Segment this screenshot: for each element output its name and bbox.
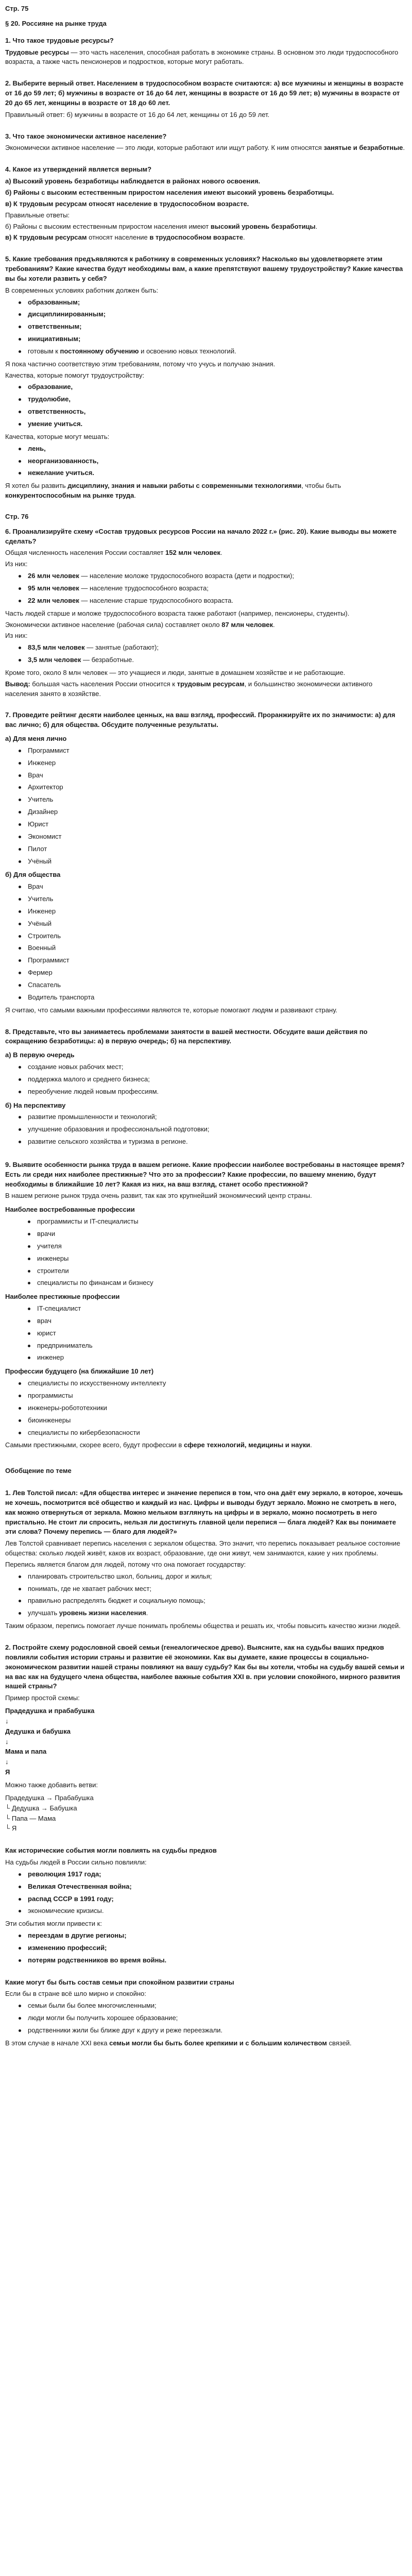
question-6: 6. Проанализируйте схему «Состав трудовых ресурсов России на начало 2022 г.» (рис. 20). Какие выводы вы можете сделать? [5,527,397,545]
answer-2: Правильный ответ: б) мужчины в возрасте от 16 до 64 лет, женщины от 16 до 59 лет. [5,110,270,118]
list-item: родственники жили бы ближе друг к другу и реже переезжали. [5,2026,407,2036]
page-number-75: Стр. 75 [5,5,29,12]
history-could: Эти события могли привести к: [5,1920,102,1928]
q4-correct-label: Правильные ответы: [5,211,70,219]
question-2: 2. Выберите верный ответ. Населением в трудоспособном возрасте считаются: а) все мужчины и женщины в возрасте от 16 до 59 лет; б) мужчины в возрасте от 16 до 64 лет, женщины в возрасте от 16 до 59 лет; в) мужчины в возрасте от 20 до 65 лет, женщины в возрасте от 18 до 60 лет. [5,79,404,107]
history-list [5,1870,407,1916]
question-4: 4. Какое из утверждений является верным? [5,165,152,174]
question-8: 8. Представьте, что вы занимаетесь проблемами занятости в вашей местности. Обсудите ваши действия по сокращению безработицы: а) в первую очередь; б) на перспективу. [5,1027,368,1045]
q5-hinder-label: Качества, которые могут мешать: [5,432,110,440]
question-5: 5. Какие требования предъявляются к работнику в современных условиях? Насколько вы удовлетворяете этим требованиям? Какие качества будут необходимы вам, а какие препятствуют вашему трудоустройству? Какие качества вы бы хотели развить у себя? [5,255,403,282]
branch-line: └ Дедушка → Бабушка [5,1804,77,1812]
list-item: Фермер [5,968,407,978]
answer-1: Трудовые ресурсы — это часть населения, способная работать в экономике страны. В основном это люди трудоспособного возраста, а также часть пенсионеров и подростков, которые могут работать. [5,48,399,66]
q8-first-list [5,1062,407,1097]
list-item: IT-специалист [5,1304,407,1314]
list-item: Военный [5,943,407,953]
list-item: врачи [5,1229,407,1239]
family-tree-scheme [5,1706,407,1777]
q9-prestige-list [5,1304,407,1363]
list-item: 3,5 млн человек — безработные. [5,655,407,665]
list-item: семьи были бы более многочисленными; [5,2001,407,2011]
list-item: юрист [5,1329,407,1338]
branch-line: └ Папа — Мама [5,1814,56,1822]
q6-inactive: Кроме того, около 8 млн человек — это учащиеся и люди, занятые в домашнем хозяйстве и не работающие. [5,668,346,676]
future-family-list [5,2001,407,2036]
summary-q1-a1: Лев Толстой сравнивает перепись населения с зеркалом общества. Это значит, что перепись показывает реальное состояние общества: сколько людей живёт, каков их возраст, образование, где они живут, чем занимаются, какие у них проблемы. [5,1539,401,1557]
list-item: образование, [5,382,407,392]
list-item: инженеры [5,1254,407,1264]
history-intro: На судьбы людей в России сильно повлияли: [5,1858,147,1867]
q9-demand-list [5,1217,407,1288]
list-item: Архитектор [5,783,407,792]
list-item: врач [5,1316,407,1326]
q4-option-a: а) Высокий уровень безработицы наблюдается в районах нового освоения. [5,177,261,185]
list-item: 26 млн человек — население моложе трудоспособного возраста (дети и подростки); [5,571,407,581]
q6-incl2: Из них: [5,632,28,640]
list-item: экономические кризисы. [5,1906,407,1916]
list-item: ответственность, [5,407,407,417]
branch-line: Прадедушка → Прабабушка [5,1793,94,1802]
q5-help-label: Качества, которые помогут трудоустройству: [5,371,145,379]
list-item: Великая Отечественная война; [5,1882,407,1892]
q7-personal-label: а) Для меня лично [5,735,67,743]
q9-future-label: Профессии будущего (на ближайшие 10 лет) [5,1367,154,1376]
q7-personal-list [5,746,407,866]
list-item: инженеры-робототехники [5,1403,407,1413]
list-item: инициативным; [5,334,407,344]
list-item: 95 млн человек — население трудоспособного возраста; [5,584,407,594]
question-9: 9. Выявите особенности рынка труда в вашем регионе. Какие профессии наиболее востребованы в настоящее время? Есть ли среди них наиболее престижные? Что это за профессии? Какие профессии, по вашему мнению, будут необходимы в ближайшие 10 лет? Какая из них, на ваш взгляд, станет особо престижной? [5,1160,405,1188]
list-item: распад СССР в 1991 году; [5,1894,407,1904]
q5-intro: В современных условиях работник должен быть: [5,286,159,294]
q7-society-list [5,882,407,1002]
scheme-label: Пример простой схемы: [5,1694,80,1702]
section-title: § 20. Россияне на рынке труда [5,19,107,27]
q4-answer-b: б) Районы с высоким естественным приростом населения имеют высокий уровень безработицы. [5,222,318,230]
q4-answer-c: в) К трудовым ресурсам относят население в трудоспособном возрасте. [5,233,245,242]
summary-q1-a3: Таким образом, перепись помогает лучше понимать проблемы общества и решать их, чтобы повысить качество жизни людей. [5,1622,401,1630]
summary-q1-list [5,1572,407,1618]
history-label: Как исторические события могли повлиять на судьбы предков [5,1846,217,1855]
tree-node: Мама и папа [5,1748,47,1756]
list-item: трудолюбие, [5,395,407,404]
q7-conclusion: Я считаю, что самыми важными профессиями являются те, которые помогают людям и развивают страну. [5,1006,338,1014]
tree-arrow: ↓ [5,1758,9,1766]
list-item: Программист [5,746,407,756]
list-item: биоинженеры [5,1416,407,1426]
list-item: Спасатель [5,980,407,990]
list-item: инженер [5,1353,407,1363]
list-item: Строитель [5,931,407,941]
list-item: специалисты по кибербезопасности [5,1428,407,1438]
list-item: неорганизованность, [5,456,407,466]
tree-arrow: ↓ [5,1737,9,1745]
future-family-label: Какие могут бы быть состав семьи при спокойном развитии страны [5,1978,234,1986]
list-item: революция 1917 года; [5,1870,407,1879]
q6-total: Общая численность населения России составляет 152 млн человек. [5,549,222,557]
list-item: улучшать уровень жизни населения. [5,1608,407,1618]
question-1: 1. Что такое трудовые ресурсы? [5,36,114,44]
page-number-76: Стр. 76 [5,512,29,520]
list-item: развитие промышленности и технологий; [5,1112,407,1122]
tree-arrow: ↓ [5,1717,9,1725]
list-item: Учитель [5,894,407,904]
list-item: специалисты по финансам и бизнесу [5,1278,407,1288]
answer-3: Экономически активное население — это люди, которые работают или ищут работу. К ним относятся занятые и безработные. [5,144,405,152]
list-item: 22 млн человек — население старше трудоспособного возраста. [5,596,407,606]
branch-line: └ Я [5,1824,17,1833]
list-item: специалисты по искусственному интеллекту [5,1379,407,1388]
list-item: образованным; [5,298,407,308]
tree-node: Прадедушка и прабабушка [5,1707,95,1715]
q6-active-list [5,643,407,665]
tree-node: Дедушка и бабушка [5,1727,71,1735]
list-item: Врач [5,771,407,781]
q9-conclusion: Самыми престижными, скорее всего, будут профессии в сфере технологий, медицины и науки. [5,1441,312,1449]
list-item: строители [5,1266,407,1276]
list-item: предприниматель [5,1341,407,1351]
q5-develop: Я хотел бы развить дисциплину, знания и навыки работы с современными технологиями, чтобы быть конкурентоспособным на рынке труда. [5,482,341,500]
q5-hinder-list [5,444,407,479]
list-item: улучшение образования и профессиональной подготовки; [5,1125,407,1134]
q5-satisfy: Я пока частично соответствую этим требованиям, потому что учусь и получаю знания. [5,360,276,368]
list-item: Учёный [5,857,407,867]
q7-society-label: б) Для общества [5,871,61,879]
list-item: Экономист [5,832,407,842]
list-item: умение учиться. [5,419,407,429]
q9-future-list [5,1379,407,1437]
final-paragraph: В этом случае в начале XXI века семьи могли бы быть более крепкими и с большим количеством связей. [5,2039,352,2047]
q4-option-b: б) Районы с высоким естественным приростом населения имеют высокий уровень безработицы. [5,188,334,196]
list-item: Учитель [5,795,407,805]
list-item: изменению профессий; [5,1943,407,1953]
list-item: переобучение людей новым профессиям. [5,1087,407,1097]
q5-requirements-list [5,298,407,357]
q9-intro: В нашем регионе рынок труда очень развит, так как это крупнейший экономический центр страны. [5,1192,312,1200]
summary-title: Обобщение по теме [5,1467,72,1475]
question-7: 7. Проведите рейтинг десяти наиболее ценных, на ваш взгляд, профессий. Проранжируйте их по значимости: а) для вас лично; б) для общества. Обсудите полученные результаты. [5,711,396,729]
list-item: Инженер [5,907,407,917]
tree-node: Я [5,1768,10,1776]
list-item: нежелание учиться. [5,468,407,478]
list-item: готовым к постоянному обучению и освоению новых технологий. [5,347,407,357]
list-item: программисты и IT-специалисты [5,1217,407,1227]
list-item: создание новых рабочих мест; [5,1062,407,1072]
list-item: Учёный [5,919,407,929]
list-item: планировать строительство школ, больниц, дорог и жилья; [5,1572,407,1582]
summary-q1-a2: Перепись является благом для людей, потому что она помогает государству: [5,1560,246,1568]
branches-label: Можно также добавить ветви: [5,1781,98,1789]
list-item: Юрист [5,820,407,829]
list-item: поддержка малого и среднего бизнеса; [5,1075,407,1084]
list-item: Пилот [5,844,407,854]
q6-conclusion: Вывод: большая часть населения России относится к трудовым ресурсам, и большинство экономически активного населения занято в хозяйстве. [5,680,373,698]
q9-demand-label: Наиболее востребованные профессии [5,1206,135,1214]
list-item: дисциплинированным; [5,310,407,319]
q8-first-label: а) В первую очередь [5,1051,75,1059]
q6-active: Экономически активное население (рабочая сила) составляет около 87 млн человек. [5,620,275,629]
q9-prestige-label: Наиболее престижные профессии [5,1293,120,1301]
q6-groups-list [5,571,407,606]
q6-incl: Из них: [5,560,28,568]
summary-question-2: 2. Постройте схему родословной своей семьи (генеалогическое древо). Выясните, как на судьбы ваших предков повлияли события истории страны и развитие её экономики. Как вы думаете, какие процессы в социально-экономическом развитии нашей страны повлияют на вашу судьбу? Как бы вы хотели, чтобы на судьбу вашей семьи и на вас как на будущего члена общества, наиболее важные события XXI в. при условии спокойного, мирного развития нашей страны? [5,1643,405,1690]
list-item: люди могли бы получить хорошее образование; [5,2013,407,2023]
q4-option-c: в) К трудовым ресурсам относят население в трудоспособном возрасте. [5,199,249,208]
q8-future-label: б) На перспективу [5,1101,66,1109]
list-item: Инженер [5,758,407,768]
question-3: 3. Что такое экономически активное население? [5,132,167,140]
list-item: потерям родственников во время войны. [5,1956,407,1965]
effects-list [5,1931,407,1965]
list-item: Врач [5,882,407,892]
q6-work-note: Часть людей старше и моложе трудоспособного возраста также работают (например, пенсионеры, студенты). [5,609,350,617]
list-item: Водитель транспорта [5,993,407,1003]
q5-help-list [5,382,407,429]
list-item: Дизайнер [5,807,407,817]
list-item: программисты [5,1391,407,1401]
list-item: развитие сельского хозяйства и туризма в регионе. [5,1137,407,1147]
list-item: 83,5 млн человек — занятые (работают); [5,643,407,653]
q8-future-list [5,1112,407,1147]
list-item: переездам в другие регионы; [5,1931,407,1941]
summary-question-1: 1. Лев Толстой писал: «Для общества интерес и значение перепися в том, что она даёт ему зеркало, в которое, хочешь не хочешь, посмотрится всё общество и каждый из нас. Цифры и выводы будут зеркало. Можно не смотреть в него, как можно отвернуться от зеркала. Можно мельком взглянуть на цифры и в зеркало, можно посмотреть в него пристально. Не стоит ли спросить, нельзя ли достигнуть главной цели перепися — блага людей? Как вы понимаете эти слова? Почему перепись — благо для людей?» [5,1489,403,1536]
list-item: учителя [5,1242,407,1251]
list-item: правильно распределять бюджет и социальную помощь; [5,1596,407,1606]
list-item: лень, [5,444,407,454]
family-branches [5,1793,407,1834]
list-item: Программист [5,956,407,965]
list-item: ответственным; [5,322,407,332]
list-item: понимать, где не хватает рабочих мест; [5,1584,407,1594]
future-intro: Если бы в стране всё шло мирно и спокойно: [5,1990,146,1998]
